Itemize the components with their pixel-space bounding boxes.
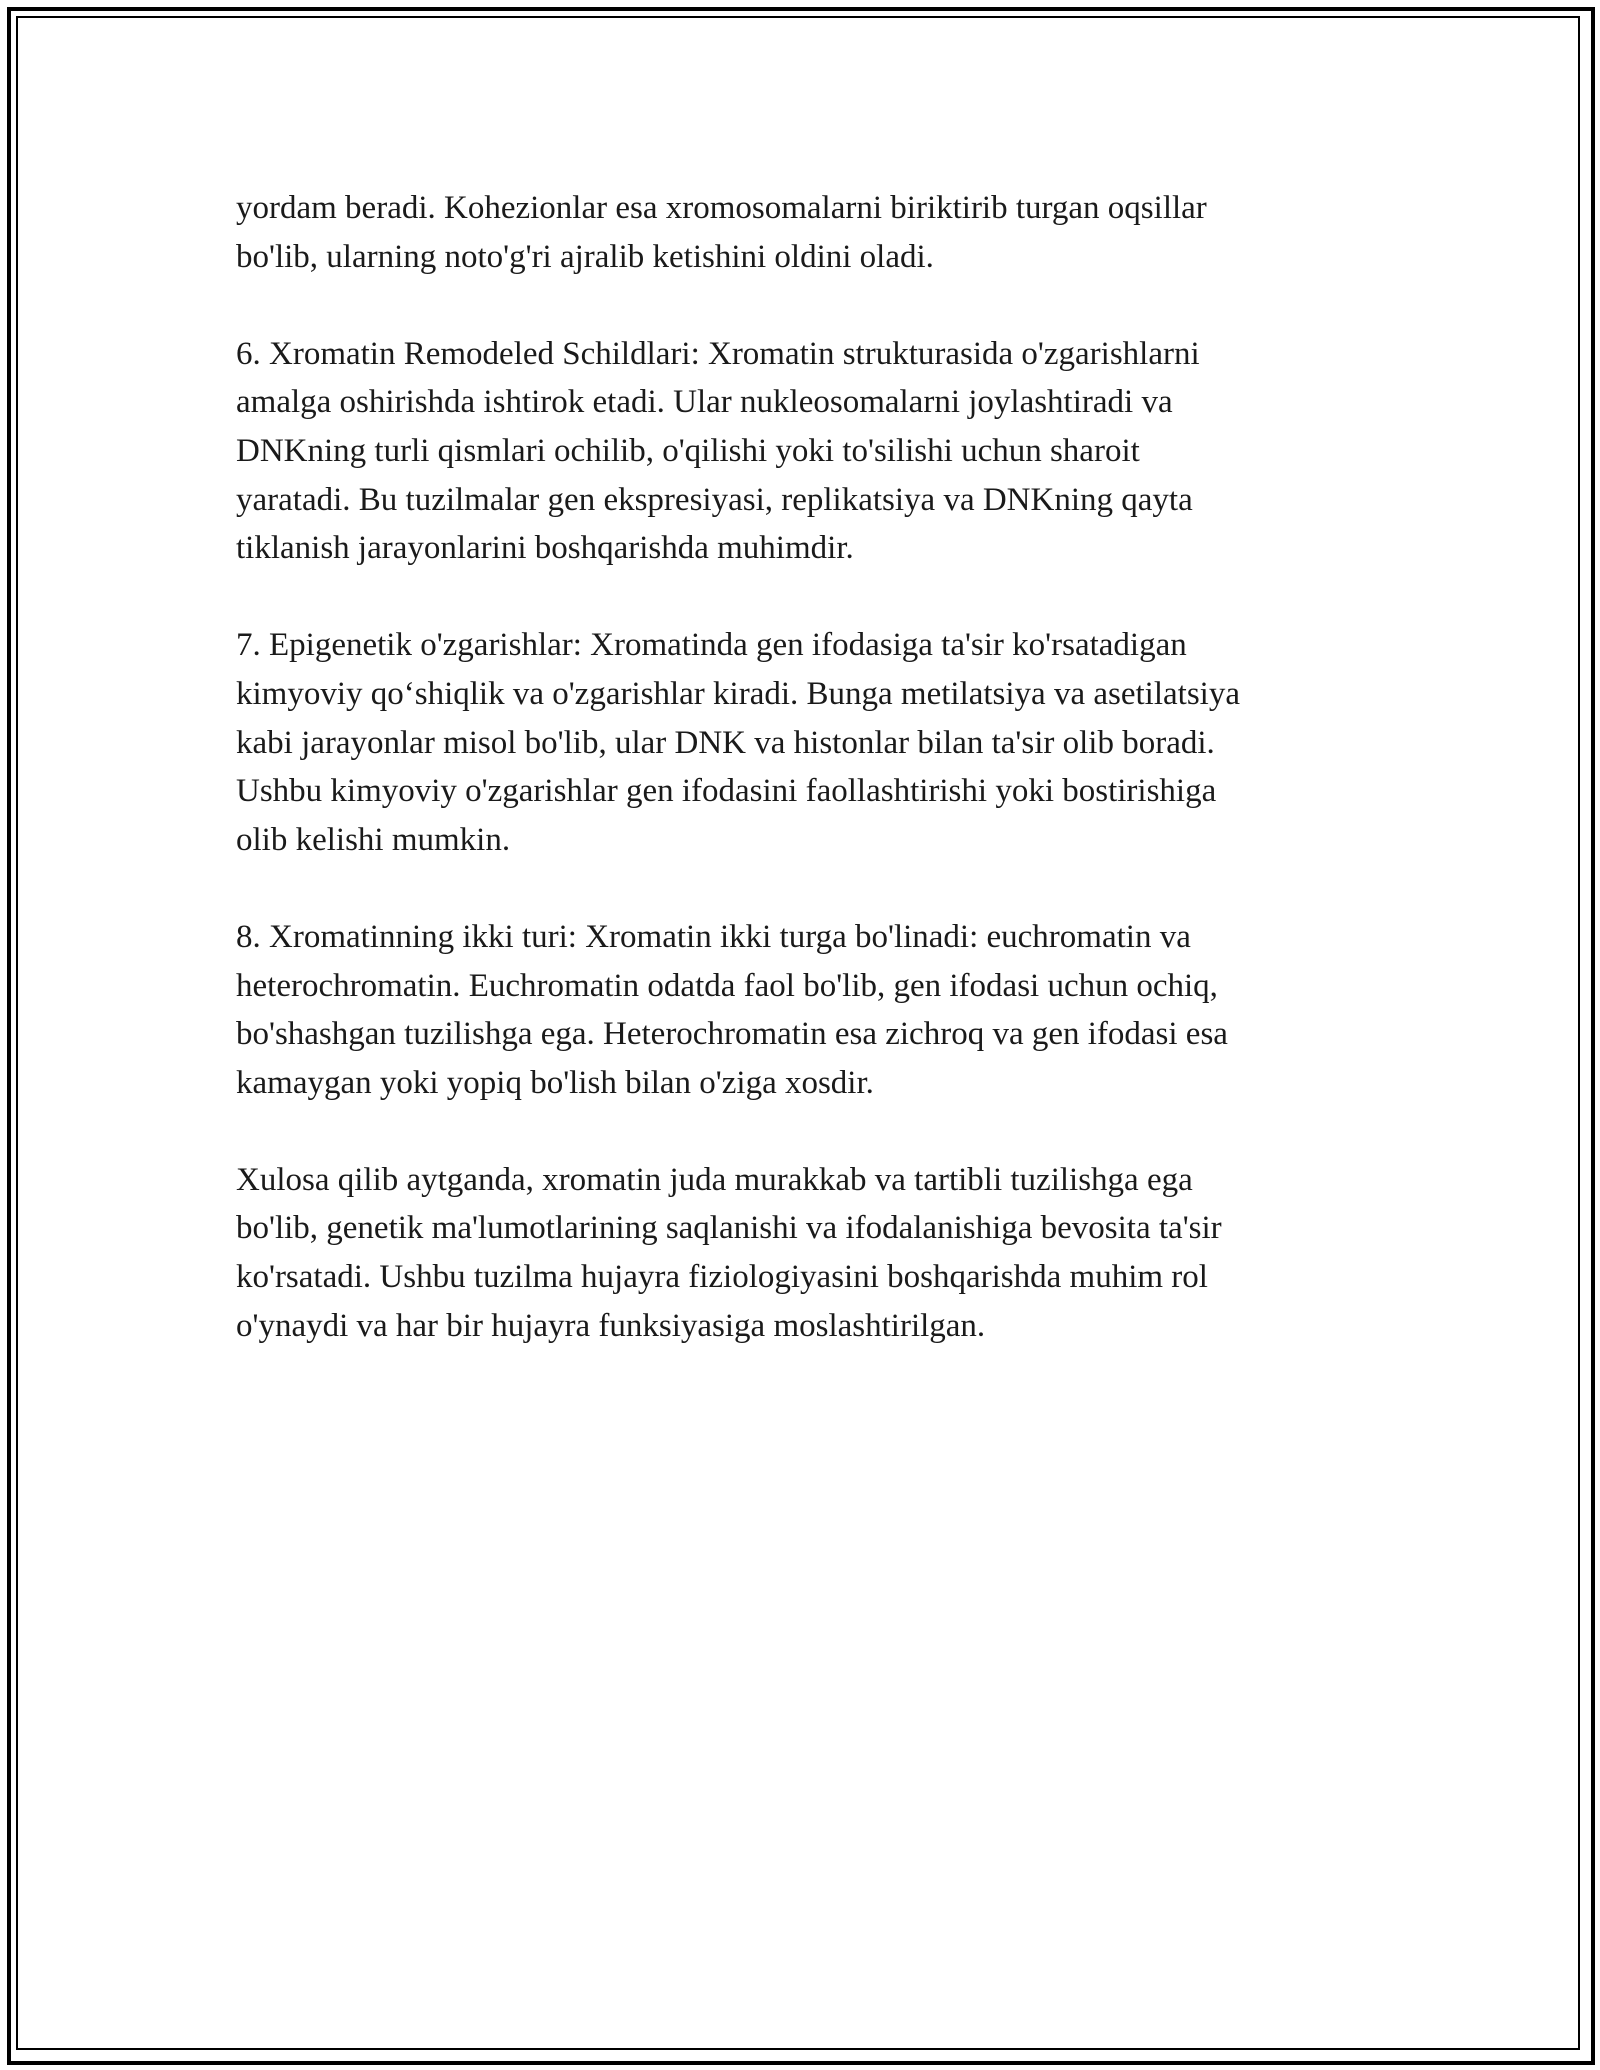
paragraph-conclusion: Xulosa qilib aytganda, xromatin juda murakkab va tartibli tuzilishga ega bo'lib, genetik ma'lumotlarining saqlanishi va ifodalanishiga bevosita ta'sir ko'rsatadi. Ushbu tuzilma hujayra fiziologiyasini boshqarishda muhim rol o'ynaydi va har bir hujayra funksiyasiga moslashtirilgan.	[236, 1161, 1222, 1344]
paragraph-chromatin-remodeling: 6. Xromatin Remodeled Schildlari: Xromatin strukturasida o'zgarishlarni amalga oshirishda ishtirok etadi. Ular nukleosomalarni joylashtiradi va DNKning turli qismlari ochilib, o'qilishi yoki to'silishi uchun sharoit yaratadi. Bu tuzilmalar gen ekspresiyasi, replikatsiya va DNKning qayta tiklanish jarayonlarini boshqarishda muhimdir.	[236, 335, 1200, 567]
paragraph-cohesins-continuation: yordam beradi. Kohezionlar esa xromosomalarni biriktirib turgan oqsillar bo'lib, ularning noto'g'ri ajralib ketishini oldini oladi.	[236, 190, 1207, 275]
paragraph-epigenetic-changes: 7. Epigenetik o'zgarishlar: Xromatinda gen ifodasiga ta'sir ko'rsatadigan kimyoviy qo‘shiqlik va o'zgarishlar kiradi. Bunga metilatsiya va asetilatsiya kabi jarayonlar misol bo'lib, ular DNK va histonlar bilan ta'sir olib boradi. Ushbu kimyoviy o'zgarishlar gen ifodasini faollashtirishi yoki bostirishiga olib kelishi mumkin.	[236, 627, 1240, 858]
document-body	[236, 184, 1386, 1399]
paragraph-chromatin-types: 8. Xromatinning ikki turi: Xromatin ikki turga bo'linadi: euchromatin va heterochromatin. Euchromatin odatda faol bo'lib, gen ifodasi uchun ochiq, bo'shashgan tuzilishga ega. Heterochromatin esa zichroq va gen ifodasi esa kamaygan yoki yopiq bo'lish bilan o'ziga xosdir.	[236, 918, 1228, 1101]
